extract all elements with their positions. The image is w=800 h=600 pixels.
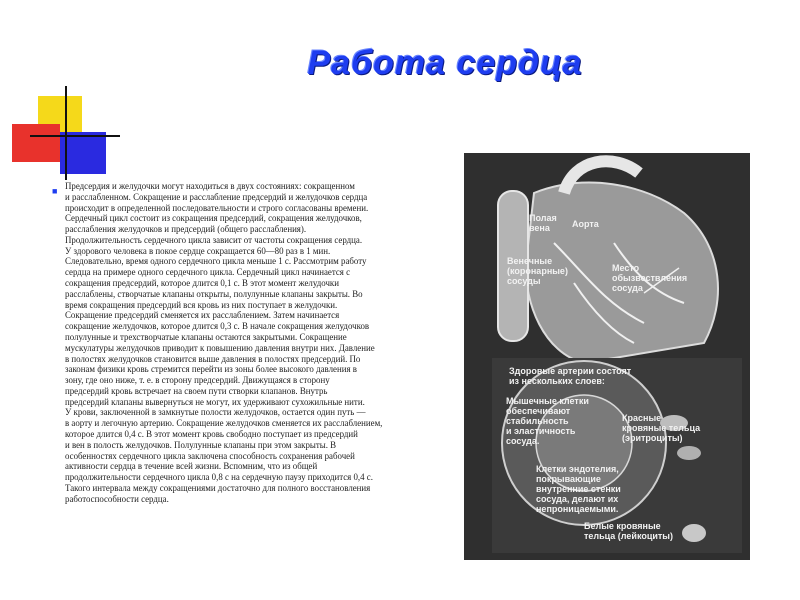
label-endothelium: Клетки эндотелия, покрывающие внутренние стенки сосуда, делают их непроницаемыми. [536,464,621,514]
label-aorta: Аорта [572,219,599,229]
label-calcification-site: Место обызвествления сосуда [612,263,688,293]
heart-illustration [464,153,750,560]
slide-title: Работа сердца [307,44,583,82]
body-line: предсердий кровь встречает на своем пути створки клапанов. Внутрь [65,385,328,396]
body-line: расслаблены, створчатые клапаны открыты, полулунные клапаны закрыты. Во [65,288,363,299]
body-line: сокращение желудочков, которое длится 0,3 с. В начале сокращения желудочков [65,321,370,332]
body-line: Следовательно, время одного сердечного цикла меньше 1 с. Рассмотрим работу [65,256,367,267]
white-blood-cell [682,524,706,542]
body-line: Сердечный цикл состоит из сокращения предсердий, сокращения желудочков, [65,213,362,224]
body-line: сокращения предсердий, которое длится 0,1 с. В этот момент желудочки [65,278,339,289]
label-white-blood-cells: Белые кровяные тельца (лейкоциты) [584,521,673,541]
body-line: Предсердия и желудочки могут находиться в двух состояниях: сокращенном [65,181,355,191]
deco-red-square [12,124,60,162]
body-line: Такого интервала между сокращениями достаточно для полного восстановления [65,482,371,493]
body-line: Сокращение предсердий сменяется их расслаблением. Затем начинается [65,310,340,321]
body-line: в аорту и легочную артерию. Сокращение желудочков сменяется их расслаблением, [65,418,383,429]
body-line: законам физики кровь стремится перейти из зоны более высокого давления в [65,364,357,375]
decorative-squares [0,80,120,180]
body-line: У здорового человека в покое сердце сокращается 60—80 раз в 1 мин. [65,245,331,256]
body-line: У крови, заключенной в замкнутые полости желудочков, остается один путь — [65,407,366,418]
body-line: и расслабленном. Сокращение и расслабление предсердий и желудочков сердца [65,191,368,202]
body-line: работоспособности сердца. [65,493,169,504]
body-line: сердца на примере одного сердечного цикла. Сердечный цикл начинается с [65,267,351,278]
body-line: полулунные и трехстворчатые клапаны остаются закрытыми. Сокращение [65,331,347,342]
body-line: Продолжительность сердечного цикла зависит от частоты сокращения сердца. [65,234,363,245]
body-line: продолжительности сердечного цикла 0,8 с на сердечную паузу приходится 0,4 с. [65,472,373,483]
body-line: зону, где оно ниже, т. е. в сторону предсердий. Движущаяся в сторону [65,375,330,386]
body-line: и вен в полость желудочков. Полулунные клапаны при этом закрыты. В [65,439,337,450]
label-healthy-arteries: Здоровые артерии состоят из нескольких слоев: [509,366,632,386]
red-blood-cell [677,446,701,460]
label-vena-cava: Полая вена [529,213,557,233]
body-line: в полостях желудочков становится выше давления в полостях предсердий. По [65,353,361,364]
bullet-icon: ■ [52,186,58,196]
label-red-blood-cells: Красные кровяные тельца (эритроциты) [622,413,701,443]
body-line: расслабления желудочков и предсердий (общего расслабления). [65,224,307,235]
label-muscle-cells: Мышечные клетки обеспечивают стабильность и эластичность сосуда. [506,396,589,446]
body-line: особенностях сердечного цикла заключена способность сохранения рабочей [65,450,355,461]
body-line: время сокращения предсердий вся кровь из них поступает в желудочки. [65,299,338,310]
body-line: мускулатуры желудочков приводит к повышению давления внутри них. Давление [65,342,375,353]
body-text [65,181,467,504]
body-line: происходит в определенной последовательности и строго согласованы времени. [65,202,369,213]
body-line: предсердий клапаны вывернуться не могут, их удерживают сухожильные нити. [65,396,365,407]
body-line: активности сердца в течение всей жизни. Вспомним, что из общей [65,461,318,472]
label-coronary-vessels: Венечные (коронарные) сосуды [507,256,568,286]
body-line: которое длится 0,4 с. В этот момент кровь свободно поступает из предсердий [65,428,358,439]
